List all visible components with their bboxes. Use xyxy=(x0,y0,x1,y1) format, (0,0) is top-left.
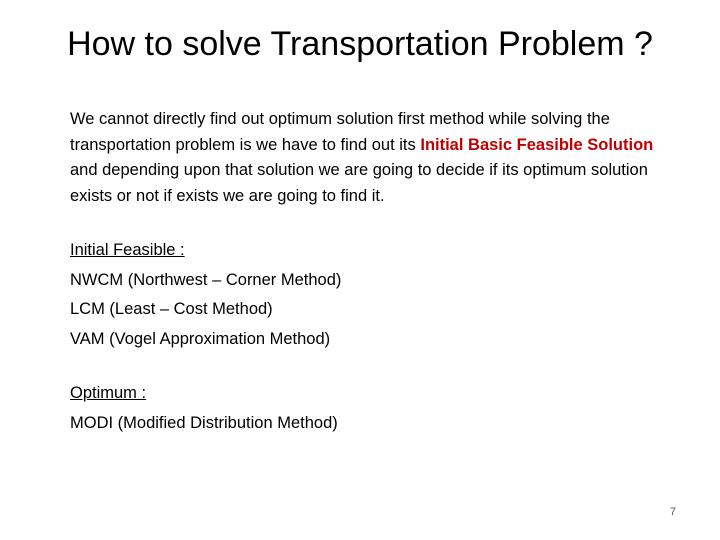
slide-title: How to solve Transportation Problem ? xyxy=(67,25,653,63)
method-lcm: LCM (Least – Cost Method) xyxy=(70,300,273,318)
method-modi: MODI (Modified Distribution Method) xyxy=(70,413,338,432)
intro-text-part1: We cannot directly find out optimum solution first method while solving the transportation problem is we have to find out its xyxy=(70,110,610,154)
method-vam: VAM (Vogel Approximation Method) xyxy=(70,329,331,348)
intro-paragraph xyxy=(70,107,670,209)
optimum-heading: Optimum : xyxy=(70,384,147,402)
intro-text-part2: and depending upon that solution we are going to decide if its optimum solution exists or not if exists we are going to find it. xyxy=(70,161,648,205)
method-nwcm: NWCM (Northwest – Corner Method) xyxy=(70,270,342,289)
initial-feasible-heading: Initial Feasible : xyxy=(70,241,185,259)
initial-feasible-section xyxy=(70,236,670,354)
page-number: 7 xyxy=(669,506,676,518)
optimum-section xyxy=(70,379,670,438)
intro-highlight: Initial Basic Feasible Solution xyxy=(420,135,654,154)
